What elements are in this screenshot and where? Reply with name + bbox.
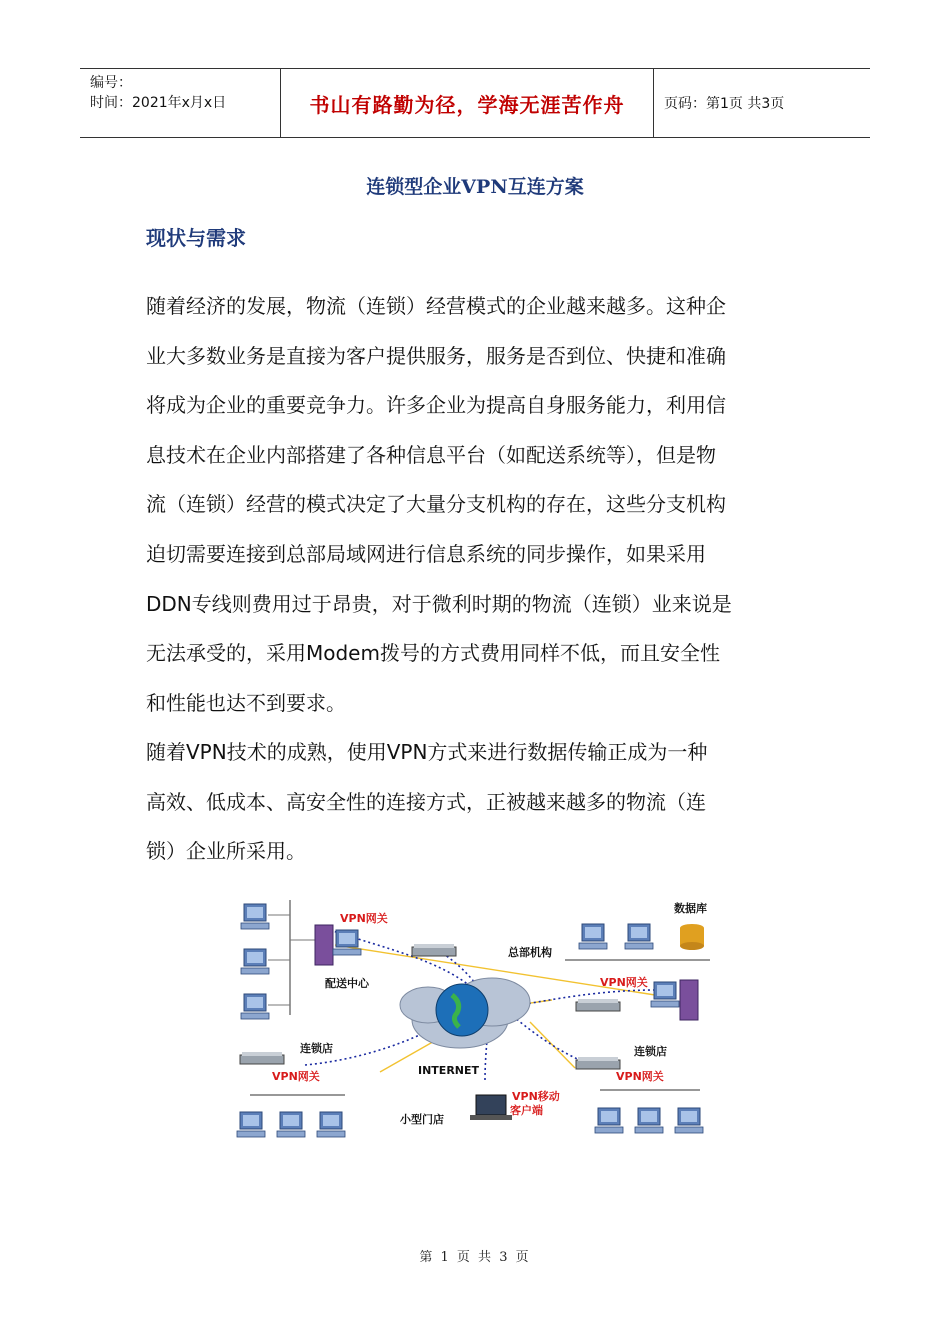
page-footer: 第 1 页 共 3 页: [419, 1250, 531, 1265]
network-diagram-svg: [230, 890, 720, 1150]
mobile-client: [400, 1089, 560, 1126]
distribution-center: [315, 911, 456, 990]
header-table: [80, 68, 870, 138]
pc-icon: [241, 904, 269, 929]
vpn-gw-hq-label: VPN网关: [600, 976, 648, 989]
pc-icon: [317, 1112, 345, 1137]
paragraph-1: [146, 282, 816, 728]
database-label: 数据库: [674, 902, 707, 915]
laptop-icon: [476, 1095, 506, 1115]
left-pc-column: [241, 900, 325, 1019]
paragraph-line: 随着VPN技术的成熟，使用VPN方式来进行数据传输正成为一种: [146, 740, 708, 764]
right-chain-store: [576, 1044, 703, 1133]
pc-icon: [651, 982, 679, 1007]
router-icon: [576, 999, 620, 1011]
paragraph-line: 锁）企业所采用。: [146, 839, 306, 864]
paragraph-line: 和性能也达不到要求。: [146, 690, 346, 715]
time-label: 时间：2021年x月x日: [90, 95, 227, 111]
section-heading: 现状与需求: [146, 226, 246, 250]
internet-cloud: [400, 978, 530, 1077]
pc-icon: [595, 1108, 623, 1133]
pc-icon: [237, 1112, 265, 1137]
paragraph-line: 将成为企业的重要竞争力。许多企业为提高自身服务能力，利用信: [146, 393, 726, 418]
router-icon: [240, 1052, 284, 1064]
header-motto: 书山有路勤为径，学海无涯苦作舟: [281, 69, 654, 137]
pc-icon: [625, 924, 653, 949]
internet-label: INTERNET: [418, 1064, 480, 1077]
header-page-info: 页码：第1页 共3页: [664, 96, 785, 112]
paragraph-line: DDN专线则费用过于昂贵，对于微利时期的物流（连锁）业来说是: [146, 591, 732, 616]
vpn-gw-right-label: VPN网关: [616, 1070, 664, 1083]
globe-icon: [436, 984, 488, 1036]
pc-icon: [241, 994, 269, 1019]
paragraph-line: 息技术在企业内部搭建了各种信息平台（如配送系统等），但是物: [146, 442, 716, 467]
paragraph-line: 高效、低成本、高安全性的连接方式，正被越来越多的物流（连: [146, 789, 706, 814]
pc-icon: [635, 1108, 663, 1133]
pc-icon: [675, 1108, 703, 1133]
paragraph-line: 业大多数业务是直接为客户提供服务，服务是否到位、快捷和准确: [146, 343, 726, 368]
chain-store-right-label: 连锁店: [634, 1045, 667, 1058]
chain-store-left-label: 连锁店: [300, 1042, 333, 1055]
vpn-mobile-label-1: VPN移动: [512, 1090, 560, 1103]
pc-icon: [333, 930, 361, 955]
router-icon: [412, 944, 456, 956]
server-icon: [680, 980, 698, 1020]
paragraph-2: [146, 728, 816, 877]
document-title: 连锁型企业VPN互连方案: [366, 176, 584, 198]
paragraph-line: 流（连锁）经营的模式决定了大量分支机构的存在，这些分支机构: [146, 492, 726, 517]
pc-icon: [277, 1112, 305, 1137]
pc-icon: [579, 924, 607, 949]
paragraph-line: 无法承受的，采用Modem拨号的方式费用同样不低，而且安全性: [146, 641, 720, 666]
headquarters-label: 总部机构: [508, 946, 552, 959]
paragraph-line: 迫切需要连接到总部局域网进行信息系统的同步操作，如果采用: [146, 541, 706, 566]
vpn-mobile-label-2: 客户端: [510, 1104, 543, 1117]
number-label: 编号：: [90, 75, 132, 91]
paragraph-line: 随着经济的发展，物流（连锁）经营模式的企业越来越多。这种企: [146, 294, 726, 318]
vpn-gw-distribution-label: VPN网关: [340, 912, 388, 925]
server-icon: [315, 925, 333, 965]
router-icon: [576, 1057, 620, 1069]
pc-icon: [241, 949, 269, 974]
header-meta: [80, 69, 281, 137]
left-chain-store: [237, 1041, 345, 1137]
network-diagram: [230, 890, 720, 1150]
distribution-center-label: 配送中心: [325, 977, 369, 990]
small-store-label: 小型门店: [400, 1113, 444, 1126]
vpn-gw-left-label: VPN网关: [272, 1070, 320, 1083]
